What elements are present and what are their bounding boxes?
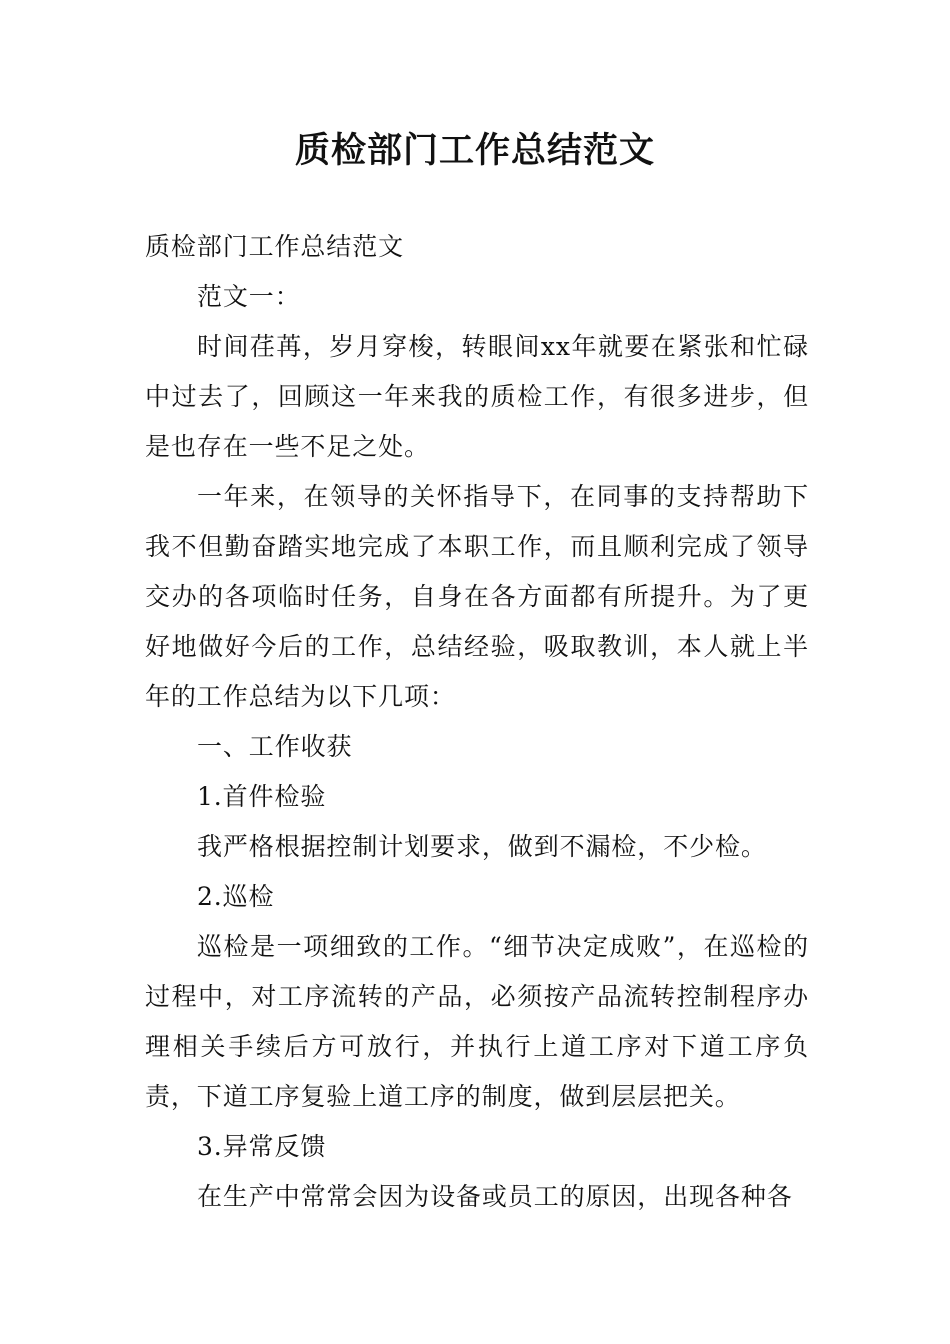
document-title: 质检部门工作总结范文 [294, 131, 655, 171]
subsection-heading: 3.异常反馈 [197, 1132, 327, 1161]
paragraph: 巡检是一项细致的工作。“细节决定成败”，在巡检的过程中，对工序流转的产品，必须按产品流转控制程序办理相关手续后方可放行，并执行上道工序对下道工序负责，下道工序复验上道工序的制度，做到层层把关。 [145, 932, 809, 1111]
paragraph: 在生产中常常会因为设备或员工的原因，出现各种各 [197, 1182, 793, 1211]
subsection-heading: 2.巡检 [197, 882, 275, 911]
document-body [145, 222, 809, 1222]
subsection-heading: 1.首件检验 [197, 782, 327, 811]
paragraph: 时间荏苒，岁月穿梭，转眼间xx年就要在紧张和忙碌中过去了，回顾这一年来我的质检工作，有很多进步，但是也存在一些不足之处。 [145, 332, 809, 461]
paragraph: 一年来，在领导的关怀指导下，在同事的支持帮助下我不但勤奋踏实地完成了本职工作，而且顺利完成了领导交办的各项临时任务，自身在各方面都有所提升。为了更好地做好今后的工作，总结经验，吸取教训，本人就上半年的工作总结为以下几项： [145, 482, 809, 711]
section-label: 范文一： [197, 282, 301, 311]
paragraph: 我严格根据控制计划要求，做到不漏检，不少检。 [197, 832, 767, 861]
body-heading: 质检部门工作总结范文 [145, 232, 405, 261]
section-heading: 一、工作收获 [197, 732, 353, 761]
